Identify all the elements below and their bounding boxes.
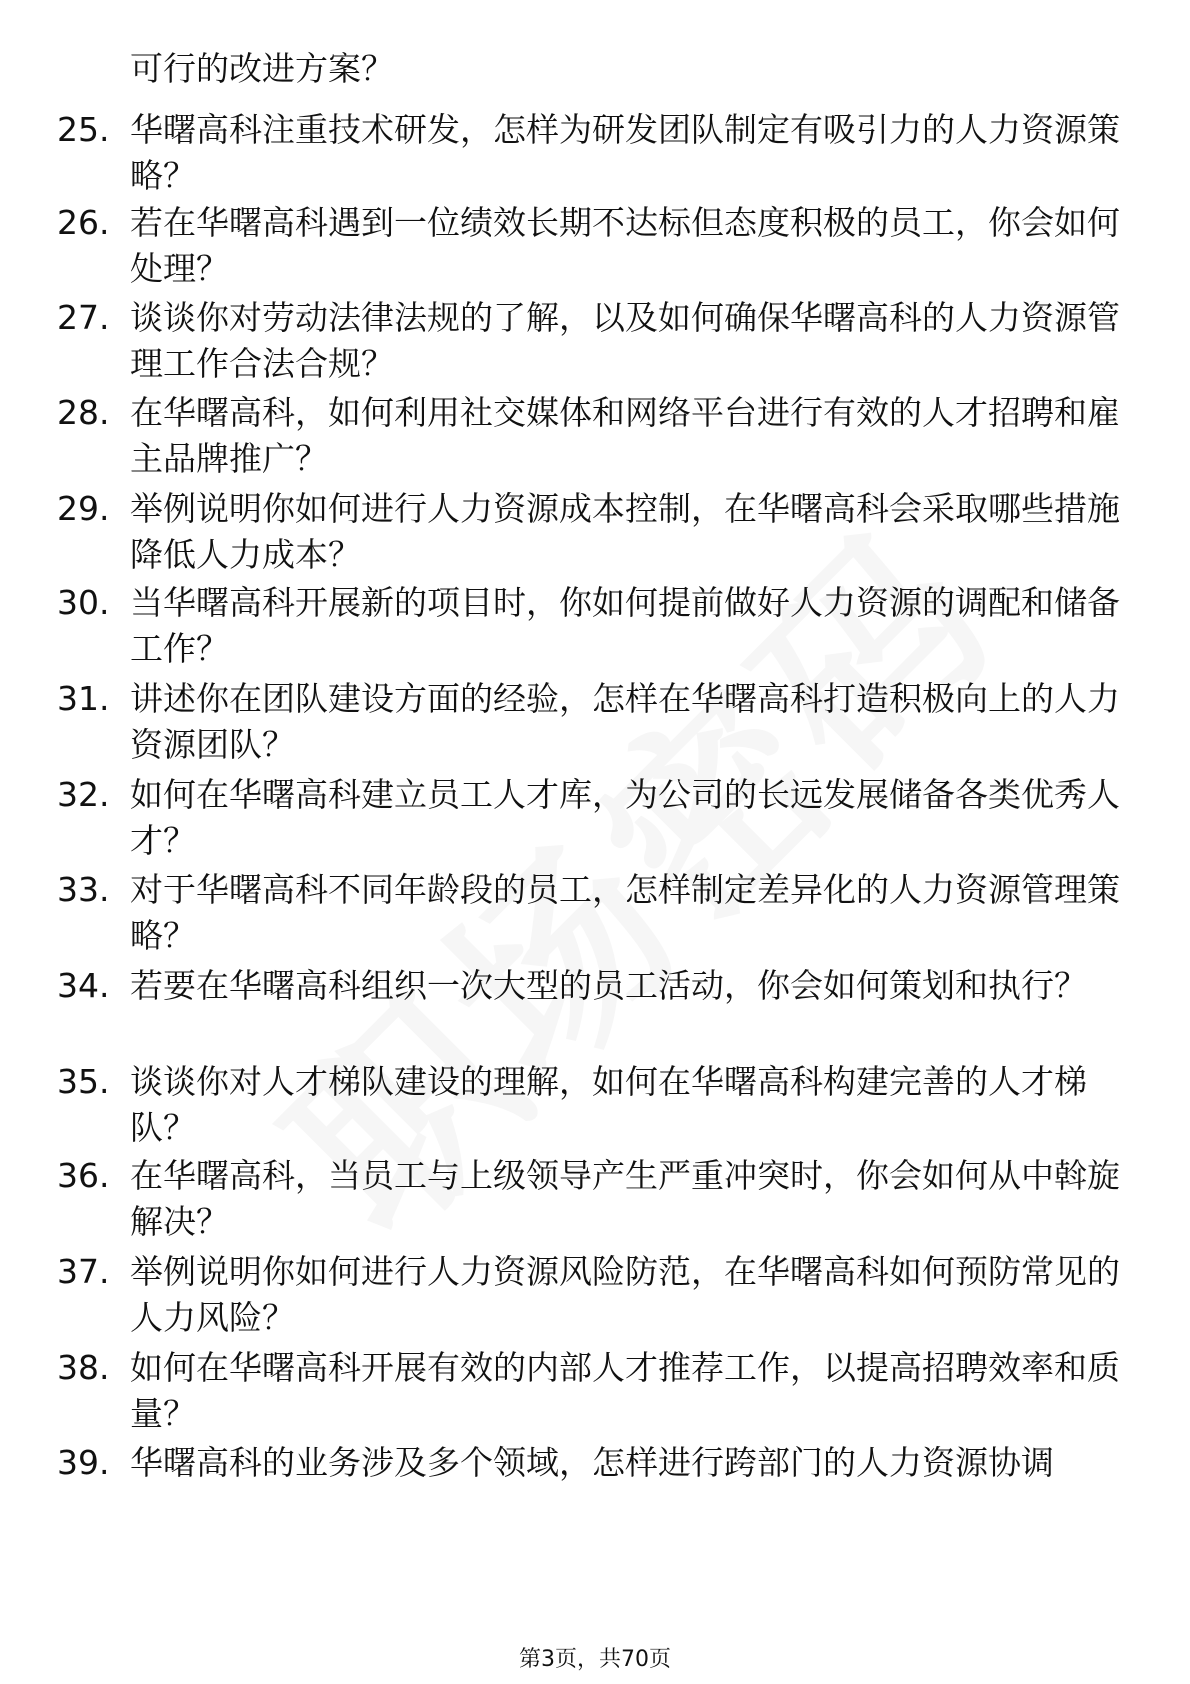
question-number: 33. (57, 870, 110, 909)
question-text: 在华曙高科，如何利用社交媒体和网络平台进行有效的人才招聘和雇主品牌推广？ (130, 393, 1120, 478)
question-text: 可行的改进方案？ (130, 49, 394, 88)
question-text: 对于华曙高科不同年龄段的员工，怎样制定差异化的人力资源管理策略？ (130, 870, 1120, 955)
question-text: 如何在华曙高科建立员工人才库，为公司的长远发展储备各类优秀人才？ (130, 775, 1120, 860)
question-text: 谈谈你对劳动法律法规的了解，以及如何确保华曙高科的人力资源管理工作合法合规？ (130, 298, 1120, 383)
question-number: 34. (57, 966, 110, 1005)
question-number: 27. (57, 298, 110, 337)
question-number: 37. (57, 1252, 110, 1291)
question-number: 38. (57, 1348, 110, 1387)
question-number: 28. (57, 393, 110, 432)
question-number: 32. (57, 775, 110, 814)
question-text: 讲述你在团队建设方面的经验，怎样在华曙高科打造积极向上的人力资源团队？ (130, 679, 1120, 764)
question-number: 31. (57, 679, 110, 718)
question-text: 若在华曙高科遇到一位绩效长期不达标但态度积极的员工，你会如何处理？ (130, 203, 1120, 288)
question-text: 当华曙高科开展新的项目时，你如何提前做好人力资源的调配和储备工作？ (130, 583, 1120, 668)
question-number: 36. (57, 1156, 110, 1195)
question-text: 如何在华曙高科开展有效的内部人才推荐工作，以提高招聘效率和质量？ (130, 1348, 1120, 1433)
question-number: 25. (57, 110, 110, 149)
question-number: 29. (57, 489, 110, 528)
question-number: 30. (57, 583, 110, 622)
question-text: 若要在华曙高科组织一次大型的员工活动，你会如何策划和执行？ (130, 966, 1087, 1005)
question-text: 华曙高科的业务涉及多个领域，怎样进行跨部门的人力资源协调 (130, 1443, 1054, 1482)
question-text: 华曙高科注重技术研发，怎样为研发团队制定有吸引力的人力资源策略？ (130, 110, 1120, 195)
question-number: 39. (57, 1443, 110, 1482)
question-number: 35. (57, 1062, 110, 1101)
question-number: 26. (57, 203, 110, 242)
question-text: 举例说明你如何进行人力资源风险防范，在华曙高科如何预防常见的人力风险？ (130, 1252, 1120, 1337)
question-text: 举例说明你如何进行人力资源成本控制，在华曙高科会采取哪些措施降低人力成本？ (130, 489, 1120, 574)
page-footer: 第3页，共70页 (519, 1647, 671, 1672)
question-text: 谈谈你对人才梯队建设的理解，如何在华曙高科构建完善的人才梯队？ (130, 1062, 1087, 1147)
question-text: 在华曙高科，当员工与上级领导产生严重冲突时，你会如何从中斡旋解决？ (130, 1156, 1120, 1241)
